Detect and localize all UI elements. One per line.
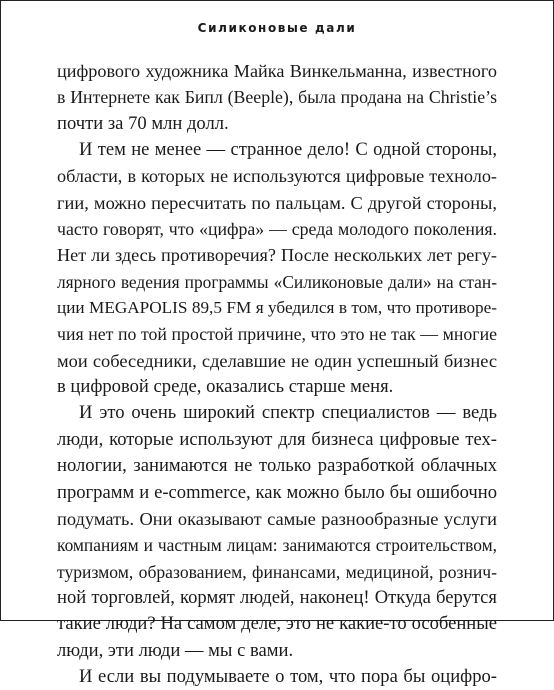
text-line: подумать. Они оказывают самые разнообразные услуги [57,508,497,529]
running-title: Силиконовые дали [197,21,357,35]
body-text [57,58,497,690]
text-line: мои собеседники, сделавшие не один успешный бизнес [57,350,497,371]
text-line: в цифровой среде, оказались старше меня. [57,376,394,398]
text-line: компаниям и частным лицам: занимаются строительством, [57,535,497,556]
text-line: люди, которые используют для бизнеса цифровые тех- [57,428,497,450]
text-line: часто говорят, что «цифра» — среда молодого поколения. [57,219,497,240]
text-line: гии, можно пересчитать по пальцам. С другой стороны, [57,192,497,213]
text-line: чия нет по той простой причине, что это не так — многие [57,324,497,345]
text-line: такие люди? На самом деле, это не какие-то особенные [57,613,497,635]
text-line: И если вы подумываете о том, что пора бы оцифро- [79,665,497,687]
text-line: ной торговлей, кормят людей, наконец! Откуда берутся [57,586,497,608]
text-line: нологии, занимаются не только разработкой облачных [57,455,497,477]
text-line: почти за 70 млн долл. [57,112,229,134]
text-line: лярного ведения программы «Силиконовые дали» на стан- [57,271,497,292]
text-line: области, в которых не используются цифровые техноло- [57,166,497,187]
text-line: И тем не менее — странное дело! С одной стороны, [79,139,497,161]
text-line: Нет ли здесь противоречия? После нескольких лет регу- [57,245,497,266]
text-line: цифрового художника Майка Винкельманна, известного [57,61,497,81]
text-line: туризмом, образованием, финансами, медициной, рознич- [57,561,497,582]
text-line: программ и e-commerce, как можно было бы ошибочно [57,481,497,503]
text-line: ции MEGAPOLIS 89,5 FM я убедился в том, что противоре- [57,298,497,318]
text-line: в Интернете как Бипл (Beeple), была продана на Christie’s [57,87,497,108]
text-line: люди, эти люди — мы с вами. [57,639,294,661]
text-line: И это очень широкий спектр специалистов — ведь [79,402,497,424]
